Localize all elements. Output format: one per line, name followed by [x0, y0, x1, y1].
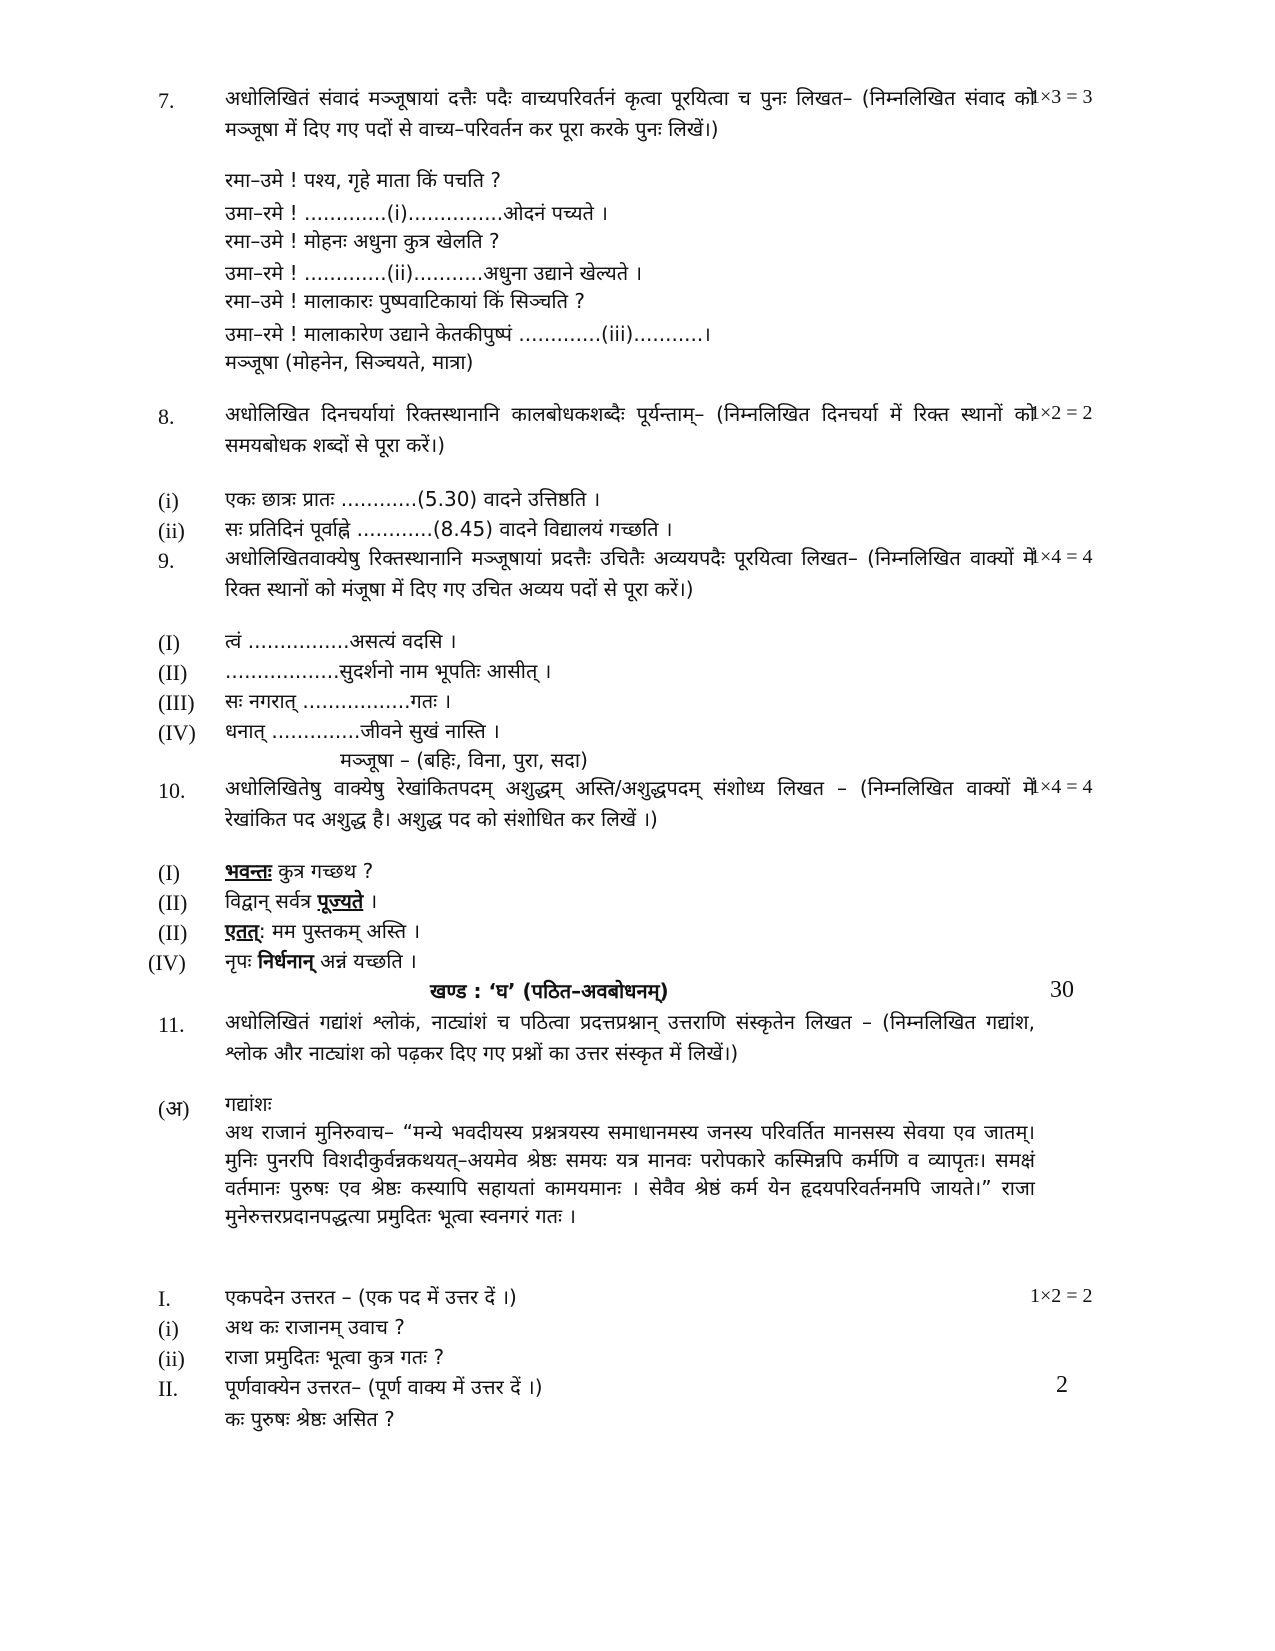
q11-sub1-text: एकपदेन उत्तरत – (एक पद में उत्तर दें ।): [225, 1285, 517, 1309]
q9-item-label: (IV): [158, 720, 196, 745]
q8-marks: 1×2 = 2: [1030, 402, 1093, 424]
q10-item-pre: विद्वान् सर्वत्र: [225, 889, 318, 913]
q9-item-text: ..................सुदर्शनो नाम भूपतिः आसीत् ।: [225, 659, 552, 683]
section-title: खण्ड : ‘घ’ (पठित–अवबोधनम्): [430, 979, 669, 1003]
q11-sub1-item-label: (ii): [158, 1346, 185, 1371]
q10-item-label: (IV): [148, 950, 186, 975]
q7-line-4: उमा–रमे ! .............(ii)...........अधुना उद्याने खेल्यते ।: [225, 261, 643, 285]
q10-item-post: अन्नं यच्छति ।: [313, 949, 417, 973]
q10-instruction: अधोलिखितेषु वाक्येषु रेखांकितपदम् अशुद्धम् अस्ति/अशुद्धपदम् संशोध्य लिखत – (निम्नलिखित वाक्यों में रेखांकित पद अशुद्ध है। अशुद्ध पद को संशोधित कर लिखें ।): [225, 776, 1035, 831]
q8-item-text: एकः छात्रः प्रातः ............(5.30) वादने उत्तिष्ठति ।: [225, 487, 601, 511]
q9-item-label: (II): [158, 660, 188, 685]
q10-item-pre: नृपः: [225, 949, 258, 973]
q11-sub1-item-text: राजा प्रमुदितः भूत्वा कुत्र गतः ?: [225, 1345, 445, 1369]
q7-instruction: अधोलिखितं संवादं मञ्जूषायां दत्तैः पदैः वाच्यपरिवर्तनं कृत्वा पूरयित्वा च पुनः लिखत– (निम्नलिखित संवाद को मञ्जूषा में दिए गए पदों से वाच्य–परिवर्तन कर पूरा करके पुनः लिखें।): [225, 86, 1035, 141]
q11-sub1-item-text: अथ कः राजानम् उवाच ?: [225, 1315, 405, 1339]
q10-item-post: : मम पुस्तकम् अस्ति ।: [258, 919, 421, 943]
q11-sub1-marks: 1×2 = 2: [1030, 1285, 1093, 1307]
q8-item-label: (ii): [158, 518, 185, 543]
q9-item-text: सः नगरात् .................गतः ।: [225, 689, 452, 713]
q11-sub2-text: पूर्णवाक्येन उत्तरत– (पूर्ण वाक्य में उत्तर दें ।): [225, 1375, 543, 1399]
q9-marks: 1×4 = 4: [1030, 546, 1093, 568]
q10-underlined-word: भवन्तः: [225, 859, 272, 883]
q10-underlined-word: एतत्: [225, 919, 259, 943]
q10-number: 10.: [158, 778, 186, 803]
q10-item: [225, 886, 1035, 917]
q11-sub1-item-label: (i): [158, 1316, 179, 1341]
q9-instruction: अधोलिखितवाक्येषु रिक्तस्थानानि मञ्जूषायां प्रदत्तैः उचितैः अव्ययपदैः पूरयित्वा लिखत– (निम्नलिखित वाक्यों में रिक्त स्थानों को मंजूषा में दिए गए उचित अव्यय पदों से पूरा करें।): [225, 546, 1035, 601]
q7-line-2: उमा–रमे ! .............(i)...............ओदनं पच्यते ।: [225, 201, 608, 225]
q11-part-label: (अ): [158, 1096, 190, 1121]
q11-part-title: गद्यांशः: [225, 1092, 272, 1116]
q11-passage: अथ राजानं मुनिरुवाच– “मन्ये भवदीयस्य प्रश्नत्रयस्य समाधानमस्य जनस्य परिवर्तित मानसस्य सेवया एव जातम्। मुनिः पुनरपि विशदीकुर्वन्नकथयत्–अयमेव श्रेष्ठः समयः यत्र मानवः परोपकारे कस्मिन्नपि कर्मणि व व्यापृतः। समक्षं वर्तमानः पुरुषः एव श्रेष्ठः कस्यापि सहायतां कामयमानः । सेवैव श्रेष्ठं कर्म येन हृदयपरिवर्तनमपि जायते।” राजा मुनेरुत्तरप्रदानपद्धत्या प्रमुदितः भूत्वा स्वनगरं गतः ।: [225, 1120, 1035, 1228]
q7-marks: 1×3 = 3: [1030, 86, 1093, 108]
q10-underlined-word: पूज्यते: [317, 889, 364, 913]
section-marks: 30: [1050, 977, 1074, 1003]
q11-sub2-question: कः पुरुषः श्रेष्ठः असित ?: [225, 1407, 395, 1431]
q8-item-label: (i): [158, 488, 179, 513]
q8-number: 8.: [158, 404, 175, 429]
q10-item-label: (I): [158, 860, 180, 885]
q10-item: [225, 916, 1035, 947]
q10-item-post: ।: [363, 889, 378, 913]
q8-item-text: सः प्रतिदिनं पूर्वाह्ने ............(8.45) वादने विद्यालयं गच्छति ।: [225, 517, 673, 541]
q11-instruction: अधोलिखितं गद्यांशं श्लोकं, नाट्यांशं च पठित्वा प्रदत्तप्रश्नान् उत्तराणि संस्कृतेन लिखत – (निम्नलिखित गद्यांश, श्लोक और नाट्यांश को पढ़कर दिए गए प्रश्नों का उत्तर संस्कृत में लिखें।): [225, 1010, 1035, 1065]
q9-number: 9.: [158, 548, 175, 573]
q7-line-1: रमा–उमे ! पश्य, गृहे माता किं पचति ?: [225, 168, 501, 192]
q10-item: [225, 946, 1035, 977]
q10-marks: 1×4 = 4: [1030, 776, 1093, 798]
q10-underlined-word: निर्धनान्: [257, 949, 314, 973]
q9-item-label: (I): [158, 630, 180, 655]
q7-manjusha: मञ्जूषा (मोहनेन, सिञ्चयते, मात्रा): [225, 350, 474, 374]
q11-sub2-label: II.: [158, 1376, 179, 1401]
q7-line-6: उमा–रमे ! मालाकारेण उद्याने केतकीपुष्पं .............(iii)...........।: [225, 322, 711, 346]
q7-number: 7.: [158, 88, 175, 113]
q8-instruction: अधोलिखित दिनचर्यायां रिक्तस्थानानि कालबोधकशब्दैः पूर्यन्ताम्– (निम्नलिखित दिनचर्या में रिक्त स्थानों को समयबोधक शब्दों से पूरा करें।): [225, 402, 1035, 457]
q10-item: [225, 856, 1035, 887]
q11-sub2-marks: 2: [1056, 1372, 1068, 1398]
q10-item-label: (II): [158, 890, 188, 915]
q7-line-5: रमा–उमे ! मालाकारः पुष्पवाटिकायां किं सिञ्चति ?: [225, 289, 585, 313]
q10-item-label: (II): [158, 920, 188, 945]
q9-manjusha: मञ्जूषा – (बहिः, विना, पुरा, सदा): [340, 748, 588, 772]
q9-item-label: (III): [158, 690, 195, 715]
q7-line-3: रमा–उमे ! मोहनः अधुना कुत्र खेलति ?: [225, 229, 500, 253]
q11-sub1-label: I.: [158, 1286, 171, 1311]
q9-item-text: त्वं ................असत्यं वदसि ।: [225, 629, 457, 653]
q9-item-text: धनात् ..............जीवने सुखं नास्ति ।: [225, 719, 500, 743]
q10-item-post: कुत्र गच्छथ ?: [271, 859, 374, 883]
q11-number: 11.: [158, 1012, 185, 1037]
